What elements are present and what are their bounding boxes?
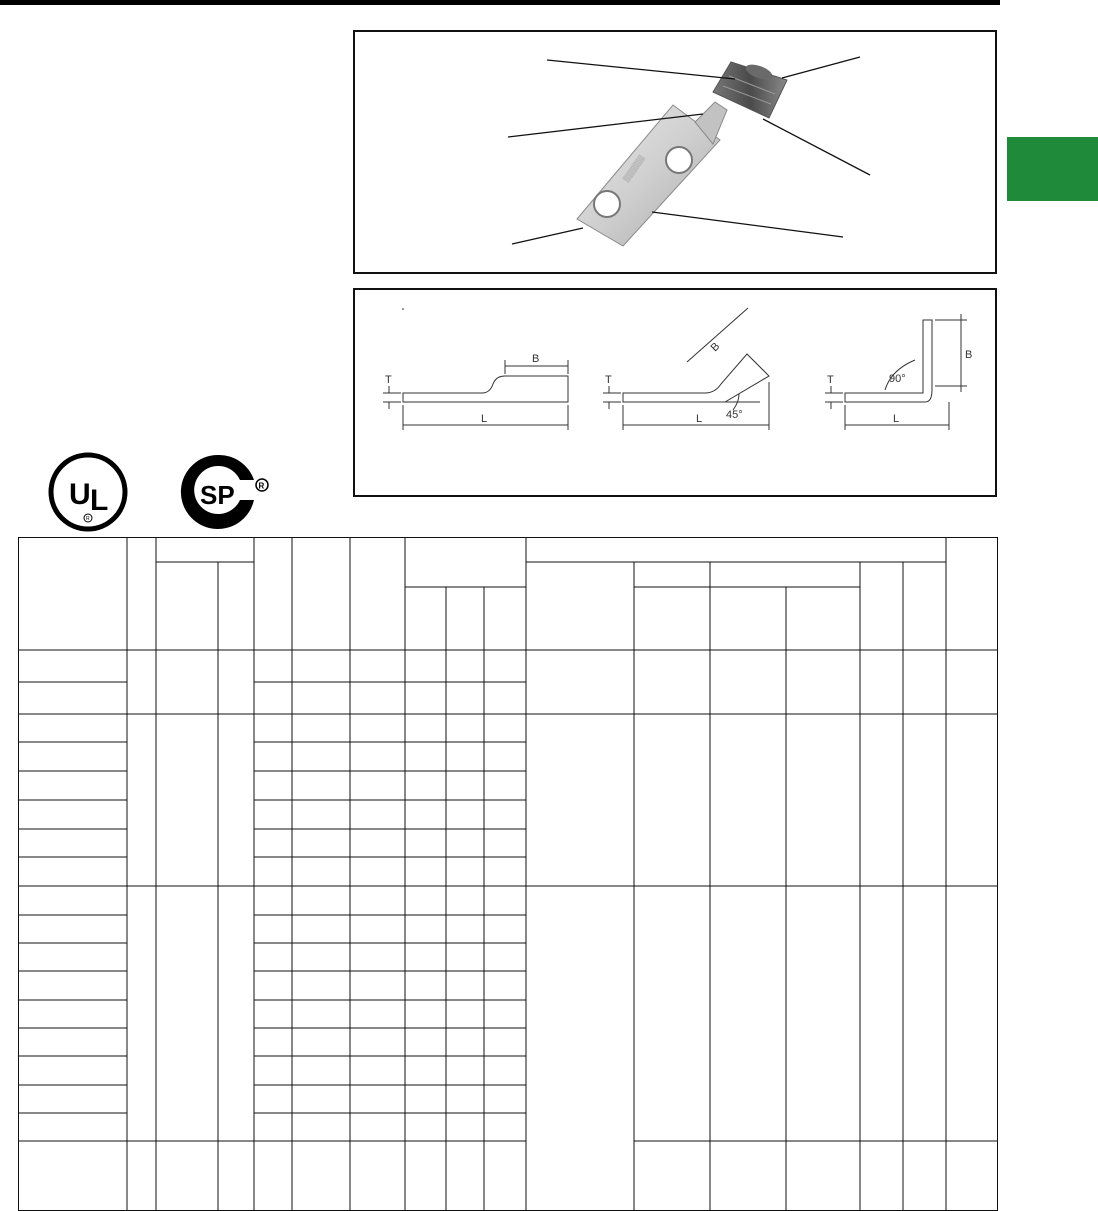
svg-text:▒▒▒▒▒▒: ▒▒▒▒▒▒ [622,154,646,184]
angled-label-l: L [696,413,703,425]
straight-label-b: B [532,353,540,365]
right-angle-label-l: L [893,413,900,425]
ul-listed-mark-icon [48,452,134,537]
straight-lug-diagram [383,308,568,430]
spec-table [18,537,998,1211]
spec-table-grid [18,537,998,1211]
straight-label-t: T [385,374,392,386]
straight-label-l: L [481,413,488,425]
svg-text:SP: SP [200,480,235,510]
product-photo-box [353,30,997,274]
dimension-labels [385,340,972,425]
svg-text:R: R [86,516,90,522]
csa-certified-mark-icon [178,452,274,537]
right-angle-label-b: B [965,349,973,361]
compression-lug-photo [355,32,995,272]
top-rule [0,0,1000,5]
dimension-diagrams [355,290,995,495]
45-degree-lug-diagram [603,308,769,430]
section-tab [1007,137,1098,201]
angled-label-angle: 45° [726,409,743,421]
right-angle-label-angle: 90° [889,373,906,385]
svg-text:L: L [90,484,109,517]
angled-label-b: B [708,340,723,355]
right-angle-label-t: T [827,374,834,386]
svg-text:R: R [258,481,265,491]
angled-label-t: T [605,374,612,386]
dimension-diagram-box [353,288,997,497]
svg-text:U: U [69,478,91,511]
